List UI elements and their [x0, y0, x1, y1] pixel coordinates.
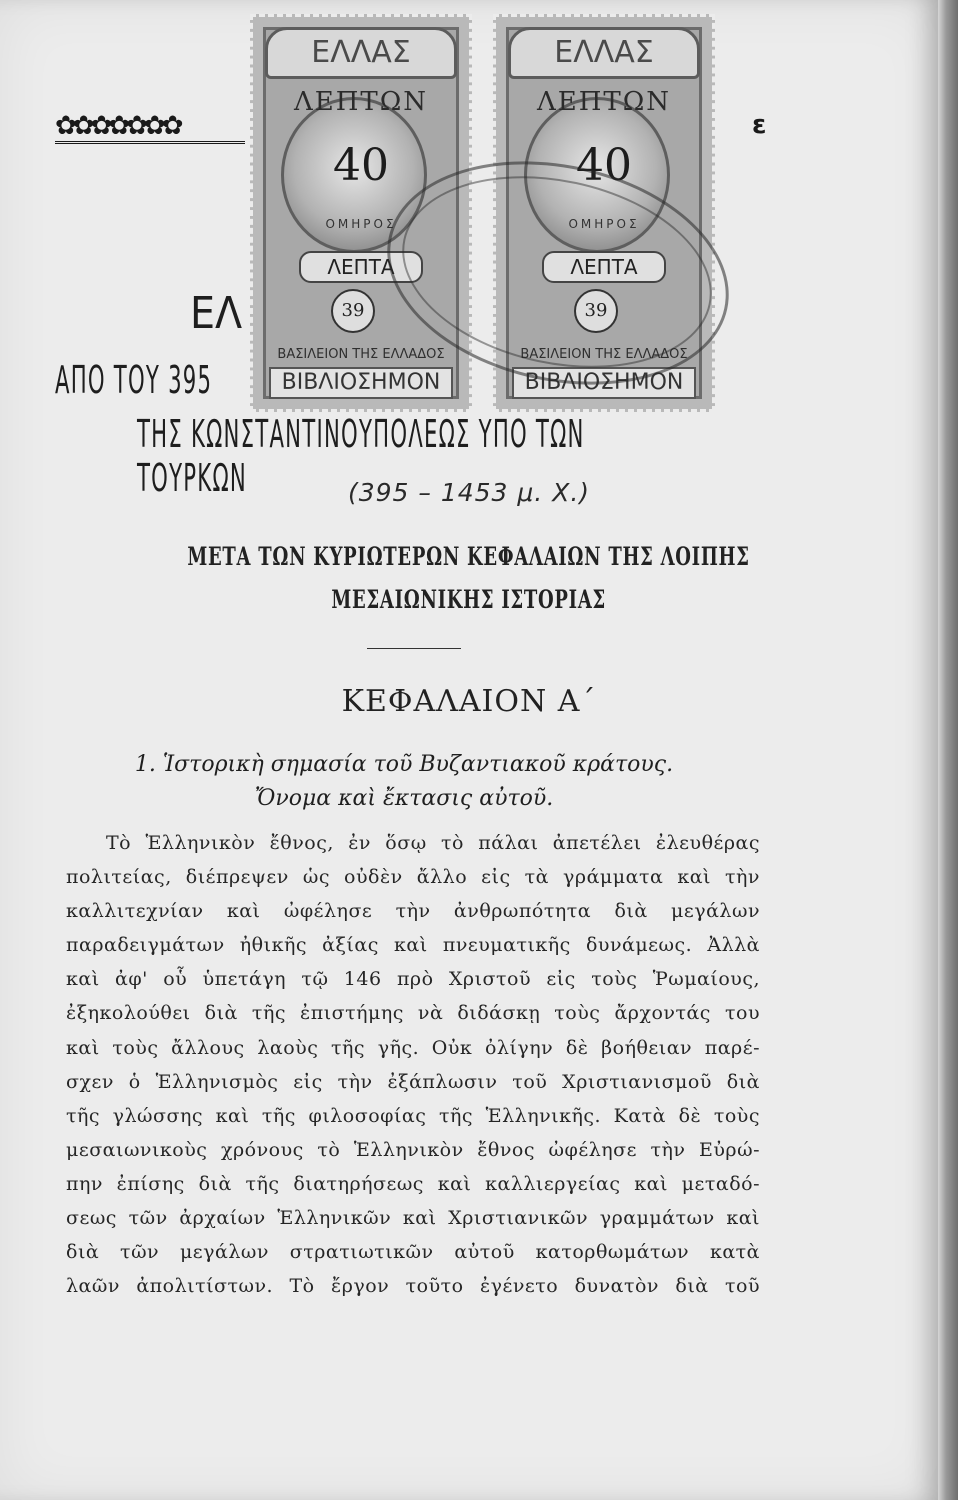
stamp-small-number: 39	[574, 289, 618, 333]
body-line: καλλιτεχνίαν καὶ ὠφέλησε τὴν ἀνθρωπότητα διὰ μεγάλων	[66, 900, 760, 923]
title-line-1: ΑΠΟ ΤΟΥ 395	[55, 358, 213, 402]
header-ornament: ✿✿✿✿✿✿✿	[55, 111, 245, 144]
stamp-lepta-label: ΛΕΠΤΑ	[542, 251, 666, 283]
stamp-country: ΕΛΛΑΣ	[265, 27, 457, 79]
body-paragraph	[66, 826, 760, 1303]
stamp-kingdom-text: ΒΑΣΙΛΕΙΟΝ ΤΗΣ ΕΛΛΑΔΟΣ	[277, 347, 445, 362]
body-line: σεως τῶν ἀρχαίων Ἑλληνικῶν καὶ Χριστιανικῶν γραμμάτων καὶ	[66, 1207, 760, 1230]
book-page-edge	[938, 0, 958, 1500]
body-line: διὰ τῶν μεγάλων στρατιωτικῶν αὐτοῦ κατορθωμάτων κατὰ	[66, 1241, 760, 1264]
title-line-2: ΤΗΣ ΚΩΝΣΤΑΝΤΙΝΟΥΠΟΛΕΩΣ ΥΠΟ ΤΩΝ ΤΟΥΡΚΩΝ	[137, 412, 585, 500]
body-line: πην ἐπίσης διὰ τῆς διατηρήσεως καὶ καλλιεργείας καὶ μεταδό-	[66, 1172, 760, 1195]
body-line: τῆς γλώσσης καὶ τῆς φιλοσοφίας τῆς Ἑλληνικῆς. Κατὰ δὲ τοὺς	[66, 1104, 760, 1127]
body-line: σχεν ὁ Ἑλληνισμὸς εἰς τὴν ἐξάπλωσιν τοῦ Χριστιανισμοῦ διὰ	[66, 1070, 760, 1093]
section-title-line-1: 1. Ἱστορικὴ σημασία τοῦ Βυζαντιακοῦ κράτους.	[134, 752, 674, 777]
stamp-lepta-label: ΛΕΠΤΑ	[299, 251, 423, 283]
stamp-small-number: 39	[331, 289, 375, 333]
body-line: ἐξηκολούθει διὰ τῆς ἐπιστήμης νὰ διδάσκῃ τοὺς ἄρχοντάς του	[66, 1002, 760, 1025]
stamp-portrait-label: ΟΜΗΡΟΣ	[325, 217, 397, 231]
section-title-line-2: Ὄνομα καὶ ἔκτασις αὐτοῦ.	[254, 786, 554, 811]
body-line: παραδειγμάτων ἠθικῆς ἀξίας καὶ πνευματικῆς δυνάμεως. Ἀλλὰ	[66, 934, 760, 957]
stamp-portrait-label: ΟΜΗΡΟΣ	[568, 217, 640, 231]
stamp-value: 40	[576, 140, 632, 191]
stamp-bottom-label: ΒΙΒΛΙΟΣΗΜΟΝ	[512, 367, 696, 399]
stamp-top-text: ΛΕΠΤΩΝ	[536, 87, 672, 117]
title-fragment: ΕΛ	[190, 288, 243, 339]
body-line: πολιτείας, διέπρεψεν ὡς οὐδὲν ἄλλο εἰς τὰ γράμματα καὶ τὴν	[66, 866, 760, 889]
subtitle-line-2: ΜΕΣΑΙΩΝΙΚΗΣ ΙΣΤΟΡΙΑΣ	[331, 585, 607, 614]
stamp-country: ΕΛΛΑΣ	[508, 27, 700, 79]
stamp-kingdom-text: ΒΑΣΙΛΕΙΟΝ ΤΗΣ ΕΛΛΑΔΟΣ	[520, 347, 688, 362]
stamp-value: 40	[333, 140, 389, 191]
body-line: καὶ ἀφ' οὗ ὑπετάγη τῷ 146 πρὸ Χριστοῦ εἰς τοὺς Ῥωμαίους,	[66, 968, 760, 991]
stamp-top-text: ΛΕΠΤΩΝ	[293, 87, 429, 117]
body-line: μεσαιωνικοὺς χρόνους τὸ Ἑλληνικὸν ἔθνος ὠφέλησε τὴν Εὐρώ-	[66, 1138, 760, 1161]
chapter-heading: ΚΕΦΑΛΑΙΟΝ Α΄	[341, 684, 597, 719]
divider-rule	[367, 648, 461, 649]
body-line: Τὸ Ἑλληνικὸν ἔθνος, ἐν ὅσῳ τὸ πάλαι ἀπετέλει ἐλευθέρας	[106, 832, 760, 854]
stamp-bottom-label: ΒΙΒΛΙΟΣΗΜΟΝ	[269, 367, 453, 399]
header-ornament-end: ε	[752, 110, 767, 140]
subtitle-line-1: ΜΕΤΑ ΤΩΝ ΚΥΡΙΩΤΕΡΩΝ ΚΕΦΑΛΑΙΩΝ ΤΗΣ ΛΟΙΠΗΣ	[187, 542, 751, 571]
title-dates: (395 – 1453 μ. Χ.)	[347, 478, 591, 507]
body-line: λαῶν ἀπολιτίστων. Τὸ ἔργον τοῦτο ἐγένετο δυνατὸν διὰ τοῦ	[66, 1275, 760, 1298]
body-line: καὶ τοὺς ἄλλους λαοὺς τῆς γῆς. Οὐκ ὀλίγην δὲ βοήθειαν παρέ-	[66, 1036, 760, 1059]
